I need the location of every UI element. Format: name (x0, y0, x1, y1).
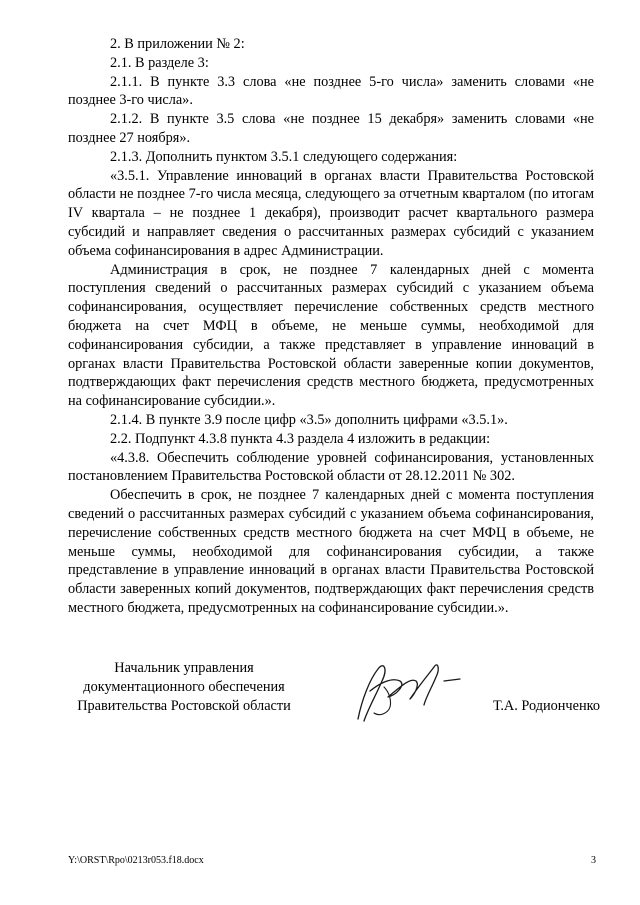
page-number: 3 (591, 855, 596, 866)
paragraph-5: 2.1.3. Дополнить пунктом 3.5.1 следующего содержания: (110, 148, 458, 165)
paragraph-9: 2.2. Подпункт 4.3.8 пункта 4.3 раздела 4 изложить в редакции: (110, 430, 491, 447)
paragraph-10: «4.3.8. Обеспечить соблюдение уровней софинансирования, установленных постановлением Правительства Ростовской области от 28.12.2011 № 302. (68, 449, 594, 485)
paragraph-11: Обеспечить в срок, не позднее 7 календарных дней с момента поступления сведений о рассчитанных размерах субсидий с указанием объема софинансирования, перечисление собственных средств местного бюджета на счет МФЦ в объеме, не меньше суммы, необходимой для софинансирования субсидии, а также представление в управление инноваций в органах власти Правительства Ростовской области заверенных копий документов, подтверждающих факт перечисления средств местного бюджета, предусмотренных на софинансирование субсидии.». (68, 487, 594, 616)
paragraph-1: 2. В приложении № 2: (110, 36, 245, 52)
paragraph-8: 2.1.4. В пункте 3.9 после цифр «3.5» дополнить цифрами «3.5.1». (110, 411, 508, 428)
paragraph-4: 2.1.2. В пункте 3.5 слова «не позднее 15 декабря» заменить словами «не позднее 27 ноября». (68, 111, 594, 146)
position-line-1: Начальник управления (114, 660, 254, 676)
position-line-2: документационного обеспечения (83, 679, 285, 695)
paragraph-7: Администрация в срок, не позднее 7 календарных дней с момента поступления сведений о рассчитанных размерах субсидий с указанием объема софинансирования, осуществляет перечисление собственных средств местного бюджета на счет МФЦ в объеме, не меньше суммы, необходимой для софинансирования субсидии, а также представляет в управление инноваций в органах власти Правительства Ростовской области заверенные копии документов, подтверждающих факт перечисления средств местного бюджета, предусмотренных на софинансирование субсидии.». (68, 261, 594, 410)
paragraph-3: 2.1.1. В пункте 3.3 слова «не позднее 5-го числа» заменить словами «не позднее 3-го числа». (68, 73, 594, 109)
paragraph-6: «3.5.1. Управление инноваций в органах власти Правительства Ростовской области не позднее 7-го числа месяца, следующего за отчетным кварталом (по итогам IV квартала – не позднее 1 декабря), производит расчет квартального размера субсидий и направляет сведения о рассчитанных размерах субсидий с указанием объема софинансирования в адрес Администрации. (68, 167, 594, 259)
position-line-3: Правительства Ростовской области (77, 698, 291, 714)
handwritten-signature (340, 647, 470, 729)
document-body (68, 35, 594, 618)
signatory-name: Т.А. Родионченко (493, 698, 600, 714)
signatory-position (68, 659, 300, 716)
footer-file-path: Y:\ORST\Rpo\0213r053.f18.docx (68, 855, 204, 866)
paragraph-2: 2.1. В разделе 3: (110, 54, 209, 71)
